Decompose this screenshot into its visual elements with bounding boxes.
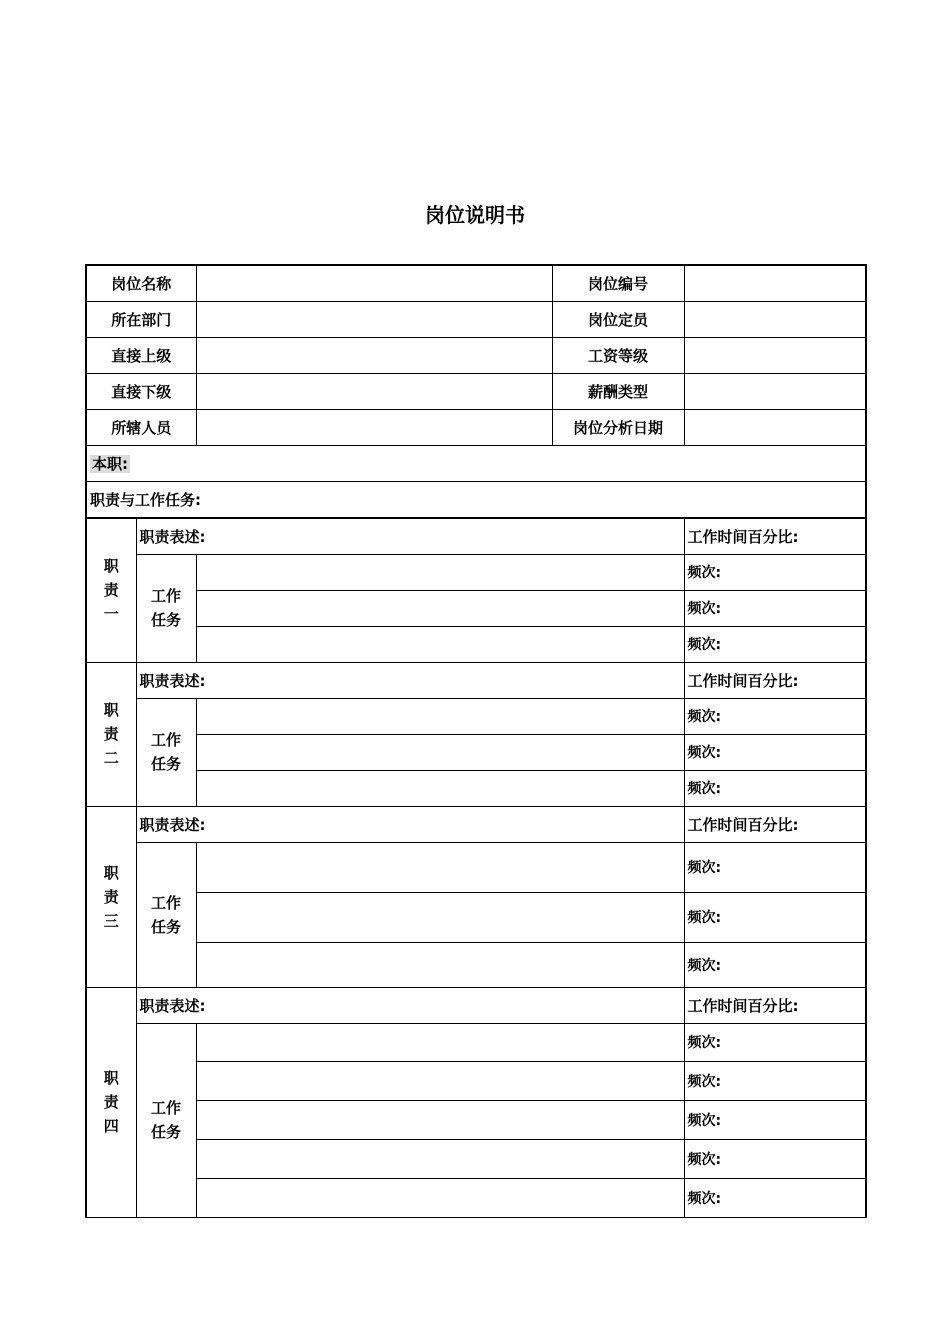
duty-1-task-3[interactable] bbox=[196, 626, 684, 662]
duty-1-name: 职责一 bbox=[103, 557, 119, 624]
label-direct-subordinate: 直接下级 bbox=[86, 374, 196, 410]
value-position-code[interactable] bbox=[684, 265, 866, 302]
label-position-name: 岗位名称 bbox=[86, 265, 196, 302]
duty-1-task-1[interactable] bbox=[196, 554, 684, 590]
duty-1-label bbox=[86, 518, 136, 662]
benzhi-row[interactable] bbox=[86, 446, 866, 482]
duty-3-desc[interactable] bbox=[136, 806, 684, 842]
duty-4-task-4[interactable] bbox=[196, 1139, 684, 1178]
label-headcount: 岗位定员 bbox=[552, 302, 684, 338]
value-direct-subordinate[interactable] bbox=[196, 374, 552, 410]
value-department[interactable] bbox=[196, 302, 552, 338]
duty-4-task-5[interactable] bbox=[196, 1178, 684, 1217]
duty-4-task-label bbox=[136, 1023, 196, 1217]
duty-4-freq-2[interactable]: 频次: bbox=[684, 1061, 866, 1100]
label-salary-grade: 工资等级 bbox=[552, 338, 684, 374]
duty-3-task-1[interactable] bbox=[196, 842, 684, 892]
label-department: 所在部门 bbox=[86, 302, 196, 338]
label-pay-type: 薪酬类型 bbox=[552, 374, 684, 410]
duty-1-task-2[interactable] bbox=[196, 590, 684, 626]
duty-4-freq-1[interactable]: 频次: bbox=[684, 1023, 866, 1061]
duty-4-freq-5[interactable]: 频次: bbox=[684, 1178, 866, 1217]
value-analysis-date[interactable] bbox=[684, 410, 866, 446]
duty-3-task-label bbox=[136, 842, 196, 987]
duty-4-task-3[interactable] bbox=[196, 1100, 684, 1139]
duty-4-name: 职责四 bbox=[103, 1069, 119, 1135]
duty-2-freq-3[interactable]: 频次: bbox=[684, 770, 866, 806]
duty-desc-label: 职责表述: bbox=[139, 815, 206, 834]
duty-2-label bbox=[86, 662, 136, 806]
duty-4-time-pct[interactable] bbox=[684, 987, 866, 1023]
duty-2-task-1[interactable] bbox=[196, 698, 684, 734]
page-title: 岗位说明书 bbox=[425, 203, 525, 227]
value-staff-under[interactable] bbox=[196, 410, 552, 446]
duty-2-time-pct[interactable] bbox=[684, 662, 866, 698]
duty-3-time-pct[interactable] bbox=[684, 806, 866, 842]
duty-2-name: 职责二 bbox=[103, 701, 119, 767]
job-description-table bbox=[85, 264, 867, 1218]
value-direct-superior[interactable] bbox=[196, 338, 552, 374]
time-pct-label: 工作时间百分比: bbox=[687, 527, 799, 546]
duty-4-freq-3[interactable]: 频次: bbox=[684, 1100, 866, 1139]
duty-1-time-pct[interactable] bbox=[684, 518, 866, 554]
duties-section-label: 职责与工作任务: bbox=[86, 482, 866, 519]
time-pct-label: 工作时间百分比: bbox=[687, 671, 799, 690]
time-pct-label: 工作时间百分比: bbox=[687, 996, 799, 1015]
duty-1-task-label bbox=[136, 554, 196, 662]
benzhi-label: 本职: bbox=[92, 455, 128, 473]
duty-3-freq-1[interactable]: 频次: bbox=[684, 842, 866, 892]
value-position-name[interactable] bbox=[196, 265, 552, 302]
duty-desc-label: 职责表述: bbox=[139, 527, 206, 546]
duty-3-name: 职责三 bbox=[103, 863, 119, 930]
label-direct-superior: 直接上级 bbox=[86, 338, 196, 374]
label-analysis-date: 岗位分析日期 bbox=[552, 410, 684, 446]
duty-4-label bbox=[86, 987, 136, 1217]
duty-3-label bbox=[86, 806, 136, 987]
duty-1-freq-3[interactable]: 频次: bbox=[684, 626, 866, 662]
duty-3-freq-2[interactable]: 频次: bbox=[684, 892, 866, 942]
duty-3-task-2[interactable] bbox=[196, 892, 684, 942]
duty-1-desc[interactable] bbox=[136, 518, 684, 554]
duty-2-desc[interactable] bbox=[136, 662, 684, 698]
duty-2-task-label bbox=[136, 698, 196, 806]
duty-1-freq-2[interactable]: 频次: bbox=[684, 590, 866, 626]
work-task-label: 工作任务 bbox=[151, 587, 182, 629]
duty-3-task-3[interactable] bbox=[196, 942, 684, 987]
duty-2-freq-2[interactable]: 频次: bbox=[684, 734, 866, 770]
duty-desc-label: 职责表述: bbox=[139, 996, 206, 1015]
work-task-label: 工作任务 bbox=[151, 1099, 182, 1141]
duty-4-freq-4[interactable]: 频次: bbox=[684, 1139, 866, 1178]
label-staff-under: 所辖人员 bbox=[86, 410, 196, 446]
duty-3-freq-3[interactable]: 频次: bbox=[684, 942, 866, 987]
work-task-label: 工作任务 bbox=[151, 731, 182, 773]
duty-4-task-2[interactable] bbox=[196, 1061, 684, 1100]
duty-4-task-1[interactable] bbox=[196, 1023, 684, 1061]
duty-2-freq-1[interactable]: 频次: bbox=[684, 698, 866, 734]
duty-1-freq-1[interactable]: 频次: bbox=[684, 554, 866, 590]
value-salary-grade[interactable] bbox=[684, 338, 866, 374]
duty-4-desc[interactable] bbox=[136, 987, 684, 1023]
time-pct-label: 工作时间百分比: bbox=[687, 815, 799, 834]
label-position-code: 岗位编号 bbox=[552, 265, 684, 302]
value-headcount[interactable] bbox=[684, 302, 866, 338]
value-pay-type[interactable] bbox=[684, 374, 866, 410]
duty-desc-label: 职责表述: bbox=[139, 671, 206, 690]
duty-2-task-3[interactable] bbox=[196, 770, 684, 806]
duty-2-task-2[interactable] bbox=[196, 734, 684, 770]
work-task-label: 工作任务 bbox=[151, 893, 182, 936]
